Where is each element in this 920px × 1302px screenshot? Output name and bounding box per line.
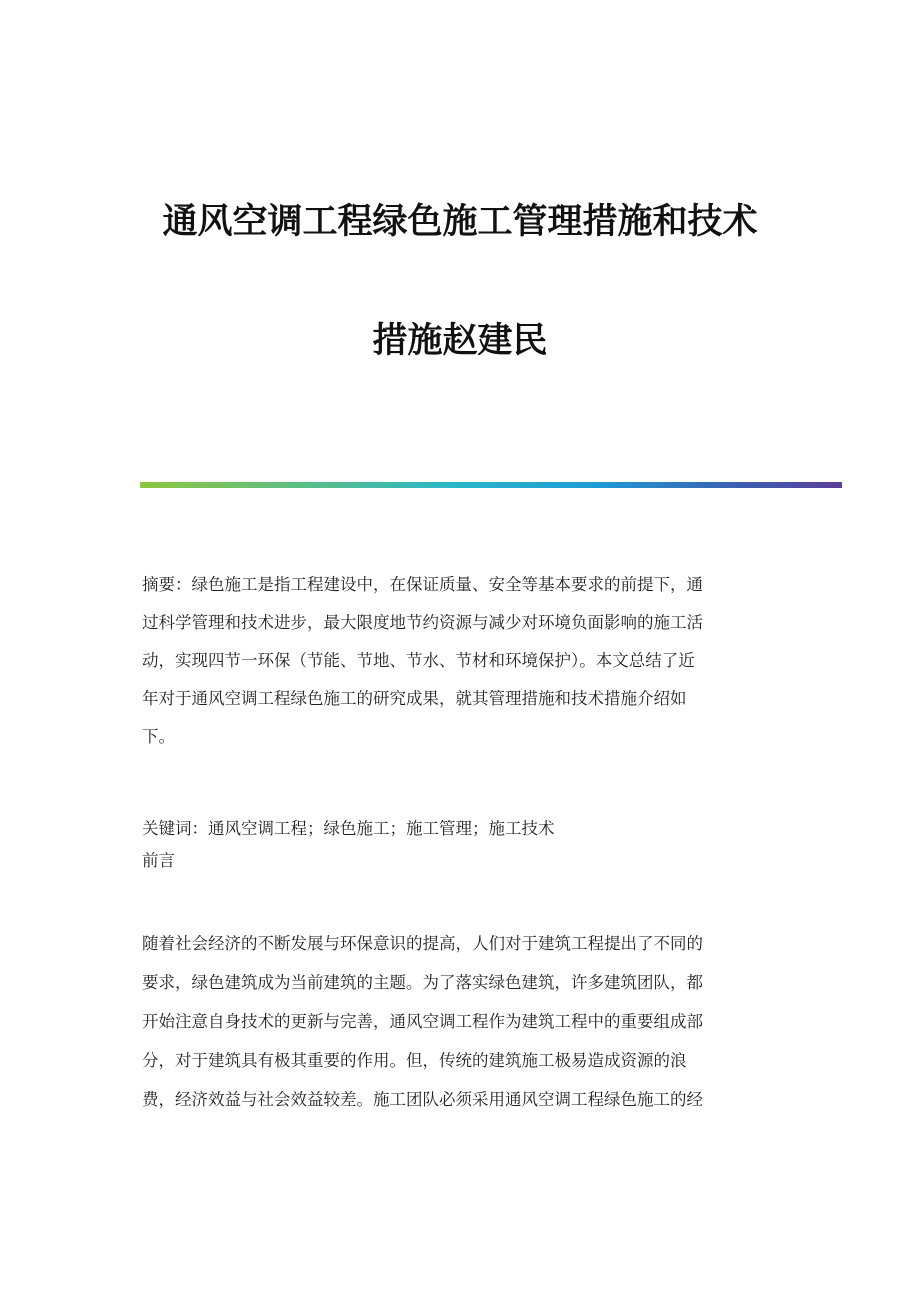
abstract-line: 摘要：绿色施工是指工程建设中，在保证质量、安全等基本要求的前提下，通 <box>142 575 703 594</box>
intro-section <box>142 924 778 1119</box>
abstract-line: 年对于通风空调工程绿色施工的研究成果，就其管理措施和技术措施介绍如 <box>142 689 687 708</box>
intro-line: 分，对于建筑具有极其重要的作用。但，传统的建筑施工极易造成资源的浪 <box>142 1051 687 1070</box>
intro-line: 要求，绿色建筑成为当前建筑的主题。为了落实绿色建筑，许多建筑团队，都 <box>142 973 703 992</box>
intro-line: 费，经济效益与社会效益较差。施工团队必须采用通风空调工程绿色施工的经 <box>142 1090 703 1109</box>
abstract-line: 下。 <box>142 727 175 746</box>
preface-heading: 前言 <box>142 851 175 870</box>
keywords-line: 关键词：通风空调工程；绿色施工；施工管理；施工技术 <box>142 819 555 838</box>
abstract-line: 动，实现四节一环保（节能、节地、节水、节材和环境保护）。本文总结了近 <box>142 651 695 670</box>
abstract-section <box>142 566 778 756</box>
abstract-line: 过科学管理和技术进步，最大限度地节约资源与减少对环境负面影响的施工活 <box>142 613 703 632</box>
document-title-line-1: 通风空调工程绿色施工管理措施和技术 <box>162 202 758 242</box>
intro-line: 随着社会经济的不断发展与环保意识的提高，人们对于建筑工程提出了不同的 <box>142 934 703 953</box>
document-title-line-2: 措施赵建民 <box>372 321 548 361</box>
gradient-divider <box>140 482 842 488</box>
intro-line: 开始注意自身技术的更新与完善，通风空调工程作为建筑工程中的重要组成部 <box>142 1012 703 1031</box>
